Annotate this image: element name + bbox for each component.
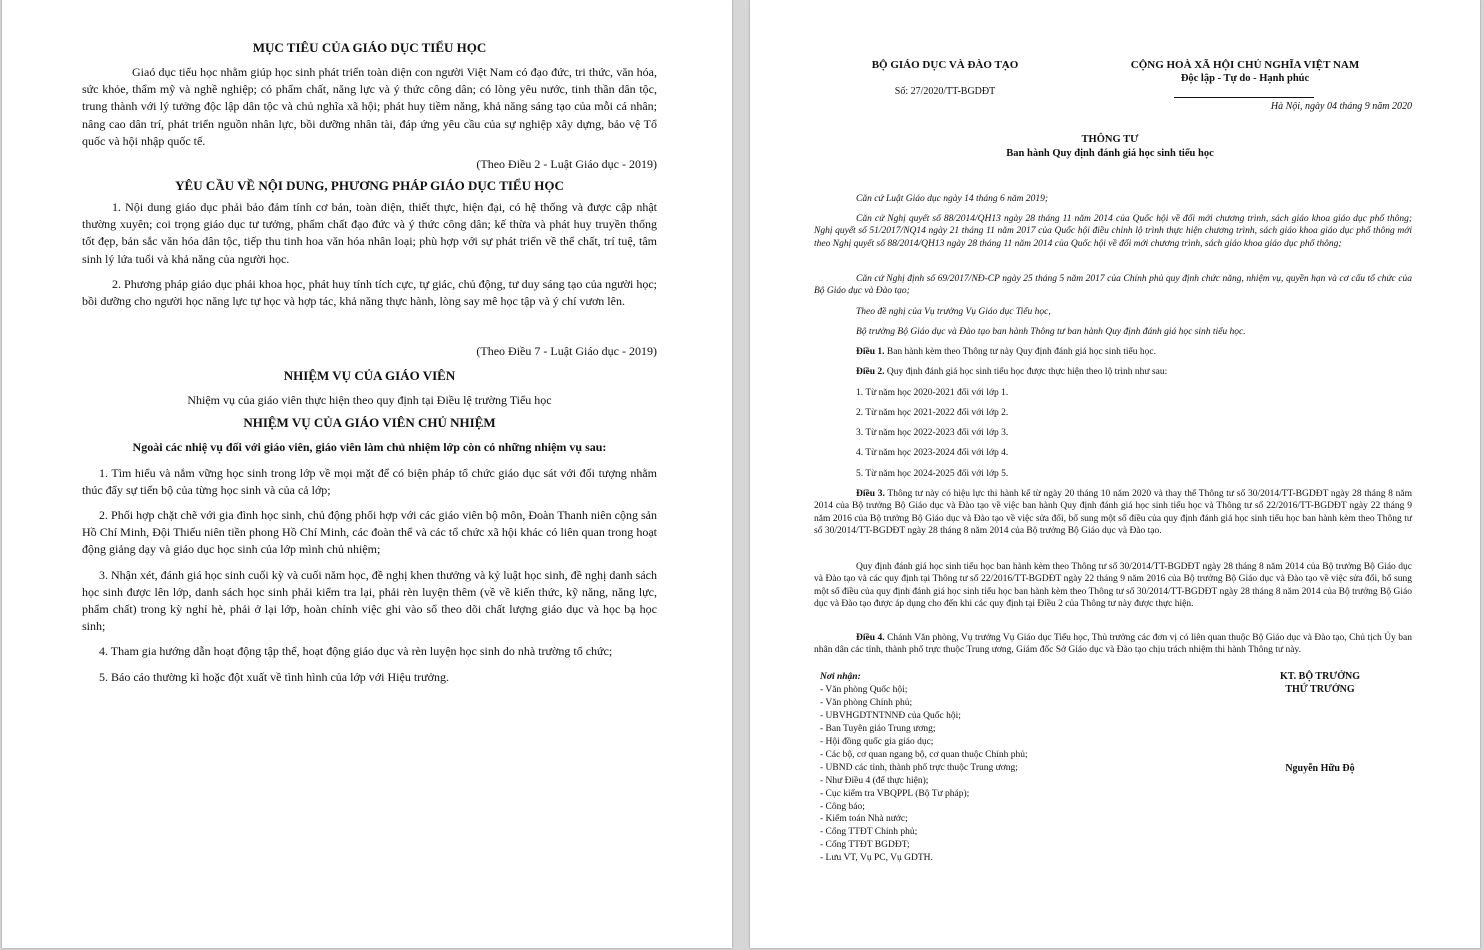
duty-item: 5. Báo cáo thường kì hoặc đột xuất về tình hình của lớp với Hiệu trưởng.: [99, 669, 449, 684]
preamble-line: Theo đề nghị của Vụ trưởng Vụ Giáo dục Tiểu học,: [856, 307, 1051, 317]
recipients-list: [820, 671, 1028, 865]
recipient-item: - Văn phòng Quốc hội;: [820, 684, 908, 695]
preamble-line: Căn cứ Luật Giáo dục ngày 14 tháng 6 năm 2019;: [856, 194, 1049, 204]
recipient-item: - Cổng TTĐT BGDĐT;: [820, 840, 910, 851]
duty-item: 1. Tìm hiểu và nắm vững học sinh trong lớp về mọi mặt để có biện pháp tổ chức giáo dục sát với đối tượng nhằm thúc đẩy sự tiến bộ của từng học sinh và của cả lớp;: [82, 465, 657, 497]
preamble-line: Căn cứ Nghị quyết số 88/2014/QH13 ngày 28 tháng 11 năm 2014 của Quốc hội về đổi mới chương trình, sách giáo khoa giáo dục phổ thông; Nghị quyết số 51/2017/NQ14 ngày 21 tháng 11 năm 2017 của Quốc hội điều chỉnh lộ trình thực hiện chương trình, sách giáo khoa giáo dục phổ thông mới theo Nghị quyết số 88/2014/QH13 ngày 28 tháng 11 năm 2014 của Quốc hội về đổi mới chương trình, sách giáo khoa giáo dục phổ thông;: [814, 214, 1412, 249]
article-4: [814, 632, 1412, 657]
recipient-item: - Ban Tuyên giáo Trung ương;: [820, 723, 936, 734]
paragraph-requirement-2: 2. Phương pháp giáo dục phải khoa học, phát huy tính tích cực, tự giác, chủ động, tư duy sáng tạo của người học; bồi dưỡng cho người học năng lực tự học và hợp tác, khả năng thực hành, lòng say mê học tập và ý chí vươn lên.: [82, 276, 657, 309]
recipient-item: - Cổng TTĐT Chính phủ;: [820, 827, 918, 838]
roadmap-item: 1. Từ năm học 2020-2021 đối với lớp 1.: [856, 388, 1009, 398]
roadmap-item: 3. Từ năm học 2022-2023 đối với lớp 3.: [856, 428, 1009, 438]
recipient-item: - Văn phòng Chính phủ;: [820, 697, 913, 708]
recipient-item: - Các bộ, cơ quan ngang bộ, cơ quan thuộc Chính phủ;: [820, 749, 1028, 760]
ministry-name: BỘ GIÁO DỤC VÀ ĐÀO TẠO: [871, 59, 1019, 71]
article-4-text: Chánh Văn phòng, Vụ trưởng Vụ Giáo dục Tiểu học, Thủ trưởng các đơn vị có liên quan thuộc Bộ Giáo dục và Đào tạo, Chủ tịch Ủy ban nhân dân các tỉnh, thành phố trực thuộc Trung ương, Giám đốc Sở Giáo dục và Đào tạo chịu trách nhiệm thi hành Thông tư này.: [814, 633, 1412, 656]
article-1-label: Điều 1.: [856, 347, 885, 357]
recipient-item: - Lưu VT, Vụ PC, Vụ GDTH.: [820, 853, 933, 864]
subheading-homeroom-duties: Ngoài các nhiệ vụ đối với giáo viên, giáo viên làm chủ nhiệm lớp còn có những nhiệm vụ sau:: [132, 440, 607, 455]
article-3: [814, 488, 1412, 537]
duty-item: 4. Tham gia hướng dẫn hoạt động tập thể, hoạt động giáo dục và rèn luyện học sinh do nhà trường tổ chức;: [99, 644, 613, 659]
article-3-label: Điều 3.: [856, 489, 885, 499]
recipients-label: Nơi nhận:: [820, 672, 861, 682]
source-citation-article-2: (Theo Điều 2 - Luật Giáo dục - 2019): [476, 157, 657, 172]
heading-content-methods: YÊU CẦU VỀ NỘI DUNG, PHƯƠNG PHÁP GIÁO DỤC TIỂU HỌC: [175, 178, 564, 194]
document-type: THÔNG TƯ: [1081, 134, 1139, 145]
recipient-item: - Như Điều 4 (để thực hiện);: [820, 775, 929, 786]
source-citation-article-7: (Theo Điều 7 - Luật Giáo dục - 2019): [476, 344, 657, 359]
national-motto: Độc lập - Tự do - Hạnh phúc: [1180, 73, 1310, 84]
heading-homeroom-teacher-duties: NHIỆM VỤ CỦA GIÁO VIÊN CHỦ NHIỆM: [243, 415, 496, 431]
paragraph-goals: Giaó dục tiểu học nhằm giúp học sinh phát triển toàn diện con người Việt Nam có đạo đức, tri thức, văn hóa, sức khỏe, thẩm mỹ và nghề nghiệp; có phẩm chất, năng lực và ý thức công dân; có lòng yêu nước, tinh thần dân tộc, trung thành với lý tưởng độc lập dân tộc và chủ nghĩa xã hội; phát huy tiềm năng, khả năng sáng tạo của mỗi cá nhân; nâng cao dân trí, phát triển nguồn nhân lực, bồi dưỡng nhân tài, đáp ứng yêu cầu của sự nghiệp xây dựng, bảo vệ Tổ quốc và hội nhập quốc tế.: [82, 65, 657, 148]
article-1-text: Ban hành kèm theo Thông tư này Quy định đánh giá học sinh tiểu học.: [884, 347, 1156, 357]
roadmap-item: 5. Từ năm học 2024-2025 đối với lớp 5.: [856, 469, 1009, 479]
document-title: Ban hành Quy định đánh giá học sinh tiểu học: [1006, 148, 1214, 159]
article-1: [814, 346, 1412, 358]
motto-underline: [1174, 97, 1314, 98]
document-number: Số: 27/2020/TT-BGDĐT: [894, 86, 996, 97]
article-2: [814, 366, 1412, 378]
preamble-line: Bộ trưởng Bộ Giáo dục và Đào tạo ban hành Thông tư ban hành Quy định đánh giá học sinh tiểu học.: [856, 327, 1246, 337]
roadmap-item: 2. Từ năm học 2021-2022 đối với lớp 2.: [856, 408, 1009, 418]
signer-name: Nguyễn Hữu Độ: [1285, 763, 1355, 774]
article-2-label: Điều 2.: [856, 367, 885, 377]
paragraph-teacher-duties: Nhiệm vụ của giáo viên thực hiện theo quy định tại Điều lệ trường Tiểu học: [187, 393, 552, 408]
preamble-line: Căn cứ Nghị định số 69/2017/NĐ-CP ngày 25 tháng 5 năm 2017 của Chính phủ quy định chức năng, nhiệm vụ, quyền hạn và cơ cấu tổ chức của Bộ Giáo dục và Đào tạo;: [814, 274, 1412, 297]
document-page-right: [750, 0, 1480, 948]
heading-primary-education-goals: MỤC TIÊU CỦA GIÁO DỤC TIỂU HỌC: [252, 40, 487, 55]
duty-item: 2. Phối hợp chặt chẽ với gia đình học sinh, chủ động phối hợp với các giáo viên bộ môn, Đoàn Thanh niên cộng sản Hồ Chí Minh, Đội Thiếu niên tiền phong Hồ Chí Minh, các đoàn thể và các tổ chức xã hội khác có liên quan trong hoạt động giảng dạy và giáo dục học sinh của lớp mình chủ nhiệm;: [82, 508, 657, 557]
recipient-item: - Cục kiểm tra VBQPPL (Bộ Tư pháp);: [820, 788, 970, 799]
heading-teacher-duties: NHIỆM VỤ CỦA GIÁO VIÊN: [283, 368, 456, 384]
article-2-text: Quy định đánh giá học sinh tiểu học được thực hiện theo lộ trình như sau:: [884, 367, 1168, 377]
signer-title-1: KT. BỘ TRƯỞNG: [1279, 671, 1361, 682]
document-page-left: [2, 0, 732, 948]
signer-title-2: THỨ TRƯỞNG: [1285, 684, 1355, 695]
recipient-item: - Hội đồng quốc gia giáo dục;: [820, 736, 934, 747]
duty-item: 3. Nhận xét, đánh giá học sinh cuối kỳ và cuối năm học, đề nghị khen thưởng và kỷ luật học sinh, đề nghị danh sách học sinh được lên lớp, danh sách học sinh phải kiểm tra lại, phải rèn luyện thêm (về về kiến thức, kỹ năng, năng lực, phẩm chất) trong kỳ nghỉ hè, phải ở lại lớp, hoàn chỉnh việc ghi vào sổ theo dõi chất lượng giáo dục và học bạ học sinh;: [82, 567, 657, 634]
article-4-label: Điều 4.: [856, 633, 885, 643]
issue-date: Hà Nội, ngày 04 tháng 9 năm 2020: [1270, 101, 1412, 112]
republic-name: CỘNG HOÀ XÃ HỘI CHỦ NGHĨA VIỆT NAM: [1130, 59, 1360, 71]
roadmap-item: 4. Từ năm học 2023-2024 đối với lớp 4.: [856, 448, 1009, 458]
recipient-item: - UBVHGDTNTNNĐ của Quốc hội;: [820, 710, 961, 721]
article-3-text: Thông tư này có hiệu lực thi hành kể từ ngày 20 tháng 10 năm 2020 và thay thế Thông tư số 30/2014/TT-BGDĐT ngày 28 tháng 8 năm 2014 của Bộ trưởng Bộ Giáo dục và Đào tạo về việc ban hành Quy định đánh giá học sinh tiểu học và Thông tư số 22/2016/TT-BGDĐT ngày 22 tháng 9 năm 2016 của Bộ trưởng Bộ Giáo dục và Đào tạo về việc sửa đổi, bổ sung một số điều của quy định đánh giá học sinh tiểu học ban hành kèm theo Thông tư số 30/2014/TT-BGDĐT ngày 28 tháng 8 năm 2014 của Bộ trưởng Bộ Giáo dục và Đào tạo.: [814, 489, 1413, 536]
paragraph-requirement-1: 1. Nội dung giáo dục phải bảo đảm tính cơ bản, toàn diện, thiết thực, hiện đại, có hệ thống và được cập nhật thường xuyên; coi trọng giáo dục tư tưởng, phẩm chất đạo đức và ý thức công dân; kế thừa và phát huy truyền thống tốt đẹp, bản sắc văn hóa dân tộc, tiếp thu tinh hoa văn hóa nhân loại; phù hợp với sự phát triển về thể chất, trí tuệ, tâm sinh lý lứa tuổi và khả năng của người học.: [82, 200, 657, 266]
article-3-paragraph-2: Quy định đánh giá học sinh tiểu học ban hành kèm theo Thông tư số 30/2014/TT-BGDĐT ngày 28 tháng 8 năm 2014 của Bộ trưởng Bộ Giáo dục và Đào tạo và các quy định tại Thông tư số 22/2016/TT-BGDĐT ngày 22 tháng 9 năm 2016 của Bộ trưởng Bộ Giáo dục và Đào tạo về việc sửa đổi, bổ sung một số điều của quy định đánh giá học sinh tiểu học ban hành kèm theo Thông tư số 30/2014/TT-BGDĐT ngày 28 tháng 8 năm 2014 của Bộ trưởng Bộ Giáo dục và Đào tạo được áp dụng cho đến khi các quy định tại Điều 2 của Thông tư này được thực hiện.: [814, 562, 1412, 609]
recipient-item: - UBND các tỉnh, thành phố trực thuộc Trung ương;: [820, 762, 1018, 773]
recipient-item: - Công báo;: [820, 801, 865, 812]
recipient-item: - Kiểm toán Nhà nước;: [820, 814, 908, 825]
